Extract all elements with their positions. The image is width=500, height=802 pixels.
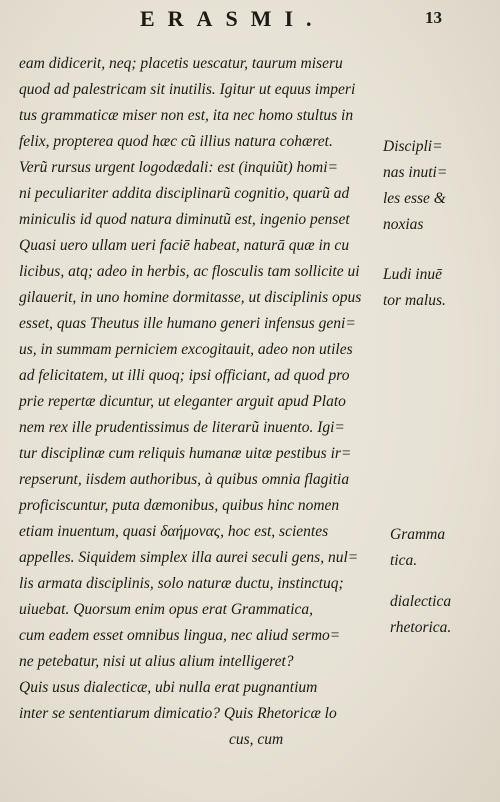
text-line: appelles. Siquidem simplex illa aurei seculi gens, nul= [19,549,359,566]
margin-note-line: tor malus. [383,292,446,309]
text-line: esset, quas Theutus ille humano generi infensus geni= [19,315,356,332]
text-line: Quis usus dialecticæ, ubi nulla erat pugnantium [19,679,318,696]
text-line: prie repertæ dicuntur, ut eleganter arguit apud Plato [19,393,346,410]
text-line: repserunt, iisdem authoribus, à quibus omnia flagitia [19,471,350,488]
page-number: 13 [425,8,442,27]
margin-note-disciplinas [383,134,447,238]
margin-note-line: Gramma [390,526,446,543]
text-line: tus grammaticæ miser non est, ita nec homo stultus in [19,107,354,124]
margin-note-line: noxias [383,216,424,233]
text-line: cum eadem esset omnibus lingua, nec aliud sermo= [19,627,341,644]
text-line: us, in summam perniciem excogitauit, adeo non utiles [19,341,353,358]
margin-note-line: tica. [390,552,418,569]
margin-note-line: Ludi inuē [383,266,442,283]
text-line: etiam inuentum, quasi δαήμονας, hoc est, scientes [19,523,329,540]
running-head-title: ERASMI. [140,6,325,31]
text-line: proficiscuntur, puta dæmonibus, quibus hinc nomen [19,497,340,514]
running-head [0,6,500,36]
margin-note-line: Discipli= [383,138,443,155]
text-line: lis armata disciplinis, solo naturæ ductu, instinctuq; [19,575,344,592]
text-line: Verũ rursus urgent logodædali: est (inquiũt) homi= [19,159,339,176]
margin-note-line: nas inuti= [383,164,448,181]
text-line: gilauerit, in uno homine dormitasse, ut disciplinis opus [19,289,362,306]
margin-note-ludi [383,262,446,314]
text-line: uiuebat. Quorsum enim opus erat Grammatica, [19,601,314,618]
text-line: tur disciplinæ cum reliquis humanæ uitæ pestibus ir= [19,445,352,462]
text-line: nem rex ille prudentissimus de literarũ inuento. Igi= [19,419,345,436]
text-line: felix, propterea quod hæc cũ illius natura cohæret. [19,133,333,150]
text-line: miniculis id quod natura diminutũ est, ingenio penset [19,211,350,228]
text-line: inter se sententiarum dimicatio? Quis Rhetoricæ lo [19,705,337,722]
margin-note-line: les esse & [383,190,446,207]
text-line: eam didicerit, neq; placetis uescatur, taurum miseru [19,55,343,72]
margin-note-line: rhetorica. [390,619,452,636]
text-line: quod ad palestricam sit inutilis. Igitur ut equus imperi [19,81,356,98]
margin-note-dialectica [390,589,451,641]
margin-note-grammatica [390,522,445,574]
margin-note-line: dialectica [390,593,452,610]
text-line: cus, cum [229,731,284,748]
text-line: licibus, atq; adeo in herbis, ac flosculis tam sollicite ui [19,263,360,280]
text-line: ad felicitatem, ut illi quoq; ipsi officiant, ad quod pro [19,367,350,384]
text-line: ne petebatur, nisi ut alius alium intelligeret? [19,653,294,670]
text-line: Quasi uero ullam ueri faciē habeat, naturā quæ in cu [19,237,350,254]
text-line: ni peculiariter addita disciplinarũ cognitio, quarũ ad [19,185,350,202]
